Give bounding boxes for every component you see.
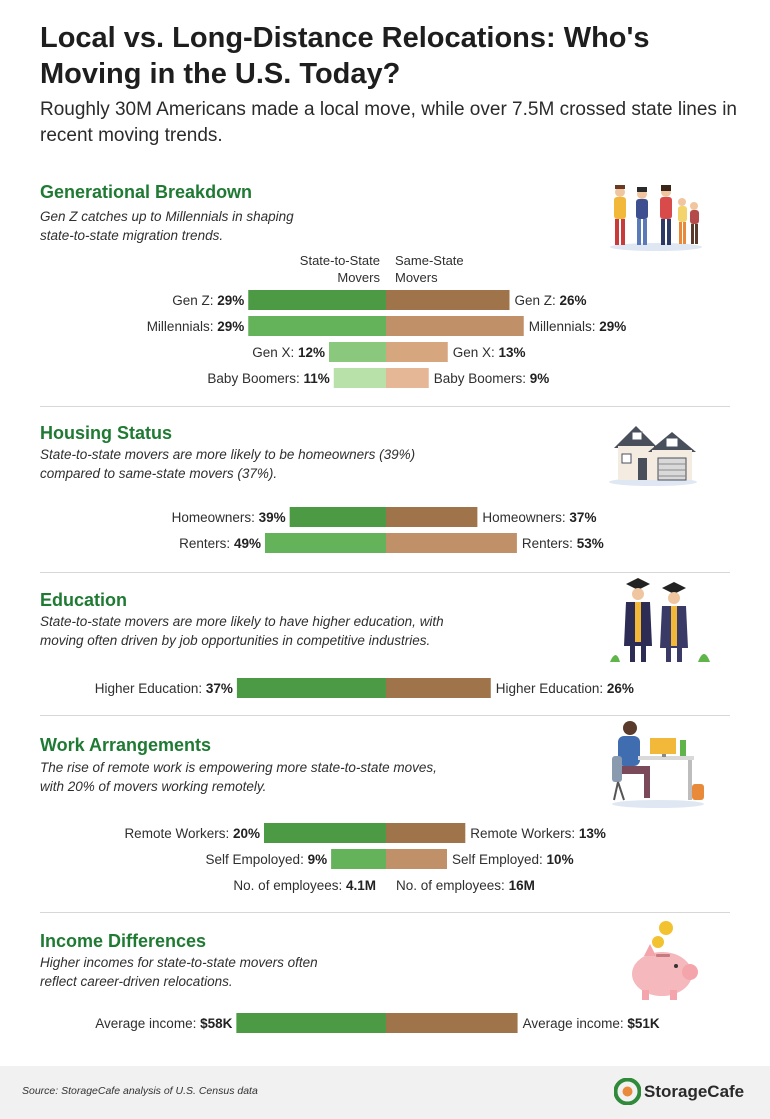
section-description: The rise of remote work is empowering more state-to-state moves, with 20% of movers working remotely.: [40, 760, 437, 794]
label-state: Gen Z: 29%: [172, 293, 245, 308]
label-state: Baby Boomers: 11%: [207, 371, 330, 386]
graduates-illustration: [606, 576, 716, 670]
label-same: Millennials: 29%: [528, 319, 627, 334]
label-same: Baby Boomers: 9%: [433, 371, 550, 386]
bar-same-renters: [386, 533, 517, 553]
section-description: State-to-state movers are more likely to be homeowners (39%) compared to same-state movers (37%).: [40, 447, 416, 481]
section-description: Higher incomes for state-to-state movers often reflect career-driven relocations.: [40, 955, 318, 989]
label-same: Renters: 53%: [521, 536, 604, 551]
income-bars: [0, 1013, 770, 1043]
bar-state-gen-z: [248, 290, 386, 310]
bar-same-remote-workers: [386, 823, 465, 843]
column-header-same: Same-State Movers: [395, 253, 464, 285]
bar-state-homeowners: [290, 507, 386, 527]
label-state: No. of employees: 4.1M: [233, 878, 376, 893]
section-divider: [40, 912, 730, 913]
education-bars: [0, 678, 770, 708]
bar-same-self-employed: [386, 849, 447, 869]
bar-state-average-income: [236, 1013, 386, 1033]
label-same: Gen X: 13%: [452, 345, 526, 360]
label-state: Higher Education: 37%: [94, 681, 233, 696]
section-title: Housing Status: [40, 423, 173, 443]
bar-state-renters: [265, 533, 386, 553]
column-header-state: State-to-State Movers: [299, 253, 380, 285]
label-state: Remote Workers: 20%: [124, 826, 260, 841]
section-title: Work Arrangements: [40, 735, 212, 755]
piggy-bank-illustration: [624, 918, 704, 1002]
section-title: Income Differences: [40, 931, 207, 951]
section-description: Gen Z catches up to Millennials in shaping state-to-state migration trends.: [40, 209, 294, 243]
bar-state-gen-x: [329, 342, 386, 362]
family-illustration: [606, 180, 706, 252]
page-subtitle: Roughly 30M Americans made a local move, while over 7.5M crossed state lines in recent moving trends.: [40, 99, 737, 146]
bar-same-average-income: [386, 1013, 518, 1033]
bar-state-self-empoloyed: [331, 849, 386, 869]
work-bars: [0, 823, 770, 903]
label-same: Average income: $51K: [522, 1016, 660, 1031]
bar-state-millennials: [248, 316, 386, 336]
label-state: Average income: $58K: [95, 1016, 233, 1031]
label-state: Gen X: 12%: [252, 345, 325, 360]
label-state: Millennials: 29%: [146, 319, 245, 334]
remote-worker-illustration: [608, 716, 708, 808]
generational-bars: [0, 290, 770, 410]
bar-same-gen-z: [386, 290, 510, 310]
storagecafe-logo-icon: [614, 1078, 641, 1105]
bar-same-gen-x: [386, 342, 448, 362]
label-same: Homeowners: 37%: [482, 510, 597, 525]
bar-same-baby-boomers: [386, 368, 429, 388]
label-same: Higher Education: 26%: [495, 681, 634, 696]
bar-state-baby-boomers: [334, 368, 386, 388]
house-illustration: [608, 418, 698, 486]
section-divider: [40, 572, 730, 573]
section-title: Education: [40, 590, 128, 610]
bar-same-higher-education: [386, 678, 491, 698]
section-description: State-to-state movers are more likely to have higher education, with moving often driven by job opportunities in competitive industries.: [40, 614, 444, 648]
label-state: Self Empoloyed: 9%: [205, 852, 328, 867]
section-title: Generational Breakdown: [40, 182, 253, 202]
brand-name[interactable]: StorageCafe: [644, 1082, 745, 1101]
section-divider: [40, 406, 730, 407]
footer: [0, 1066, 770, 1119]
label-same: Remote Workers: 13%: [470, 826, 606, 841]
housing-bars: [0, 507, 770, 567]
source-note: Source: StorageCafe analysis of U.S. Census data: [22, 1085, 258, 1097]
page-title: Local vs. Long-Distance Relocations: Who's Moving in the U.S. Today?: [40, 22, 650, 90]
label-same: Gen Z: 26%: [514, 293, 587, 308]
label-state: Renters: 49%: [179, 536, 261, 551]
bar-same-millennials: [386, 316, 524, 336]
bar-same-homeowners: [386, 507, 477, 527]
label-same: Self Employed: 10%: [452, 852, 574, 867]
bar-state-remote-workers: [264, 823, 386, 843]
label-same: No. of employees: 16M: [396, 878, 535, 893]
bar-state-higher-education: [237, 678, 386, 698]
label-state: Homeowners: 39%: [171, 510, 286, 525]
